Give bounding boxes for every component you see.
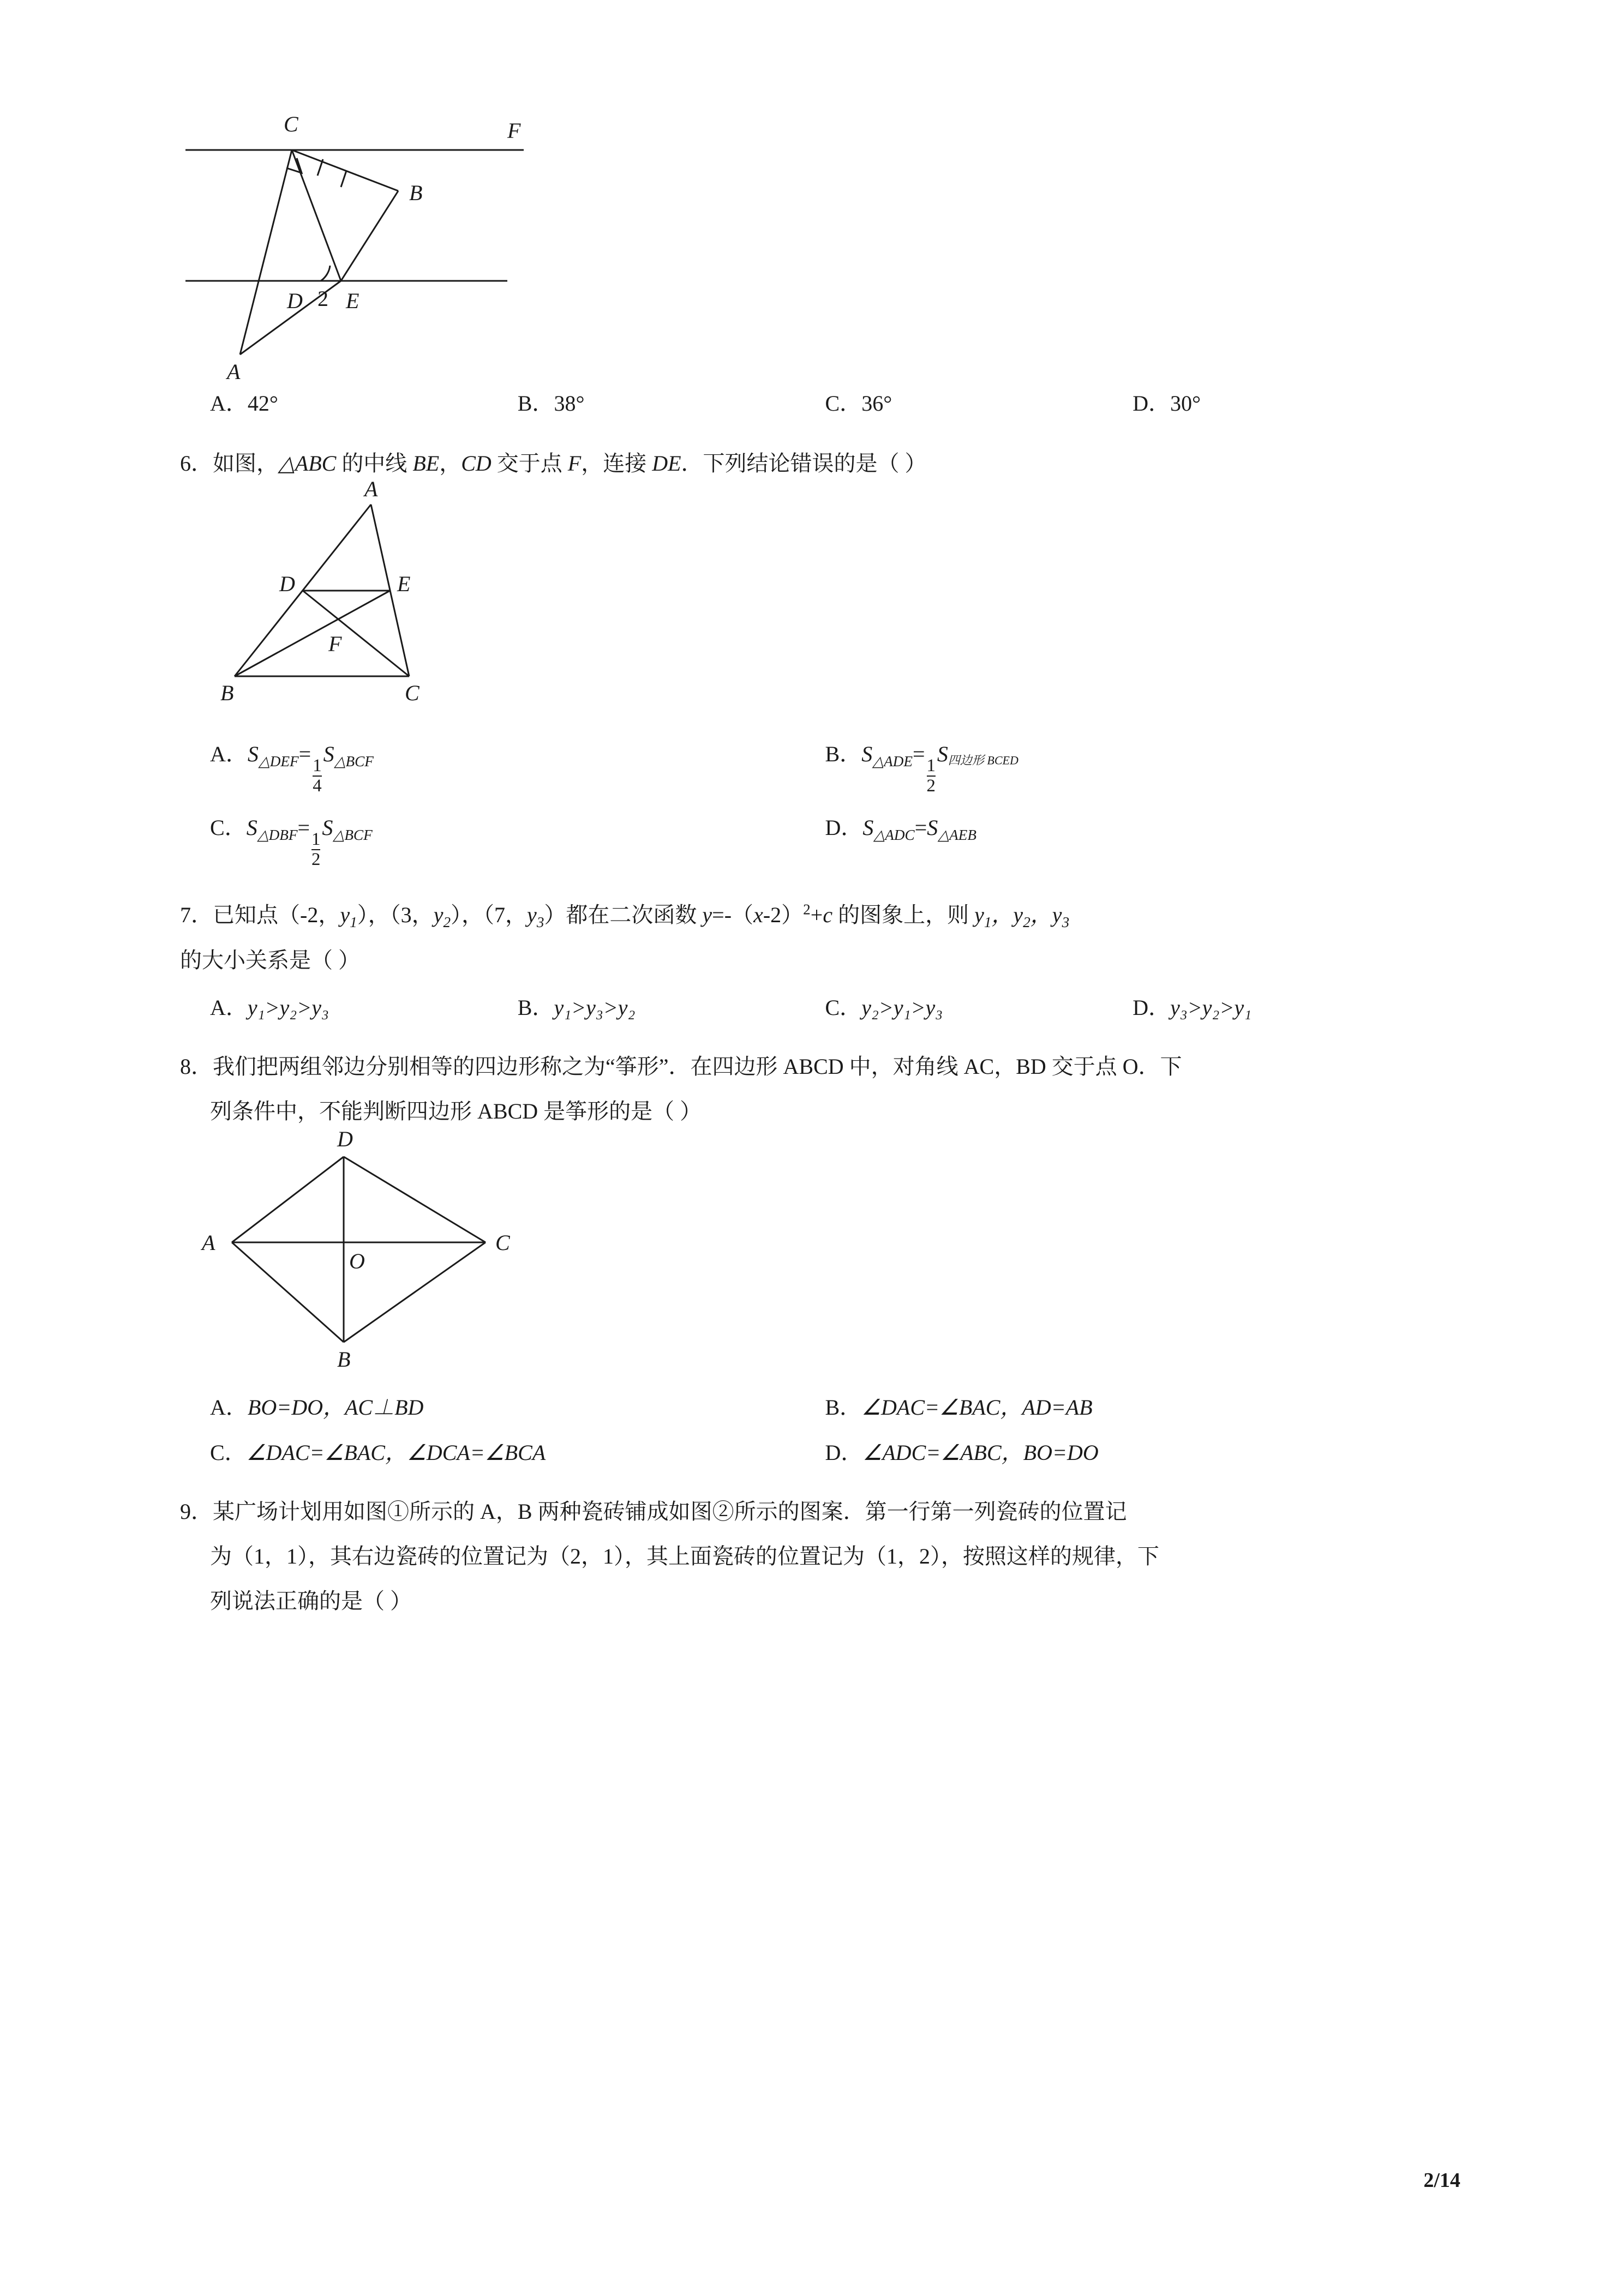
- question-9-text-line2: 为（1，1），其右边瓷砖的位置记为（2，1），其上面瓷砖的位置记为（1，2），按照这样的规律，下: [210, 1544, 1159, 1568]
- figure-5-label-D: D: [287, 288, 303, 313]
- option-8-A: A．BO=DO，AC⊥BD: [210, 1395, 424, 1420]
- figure-6-label-E: E: [397, 572, 411, 596]
- figure-5-label-angle-2: 2: [317, 286, 328, 311]
- question-9-text-line1: 9．某广场计划用如图①所示的 A，B 两种瓷砖铺成如图②所示的图案．第一行第一列瓷砖的位置记: [180, 1499, 1127, 1524]
- question-8-options-row-1: [180, 1390, 1440, 1421]
- question-7-text: 7．已知点（-2，$y_1$），（3，$y_2$），（7，$y_3$）都在二次函数 $y=-(x-2)^2+c$ 的图象上，则 $y_1$，$y_2$，$y_3$: [180, 901, 1070, 930]
- page-number: [1423, 2168, 1460, 2192]
- option-8-D: D．∠ADC=∠ABC，BO=DO: [825, 1440, 1099, 1465]
- option-8-C: C．∠DAC=∠BAC，∠DCA=∠BCA: [210, 1440, 546, 1465]
- option-6-B: B．$S_{\triangle ADE}=$ $\frac{1}{2}$ $S_{四边形 BCED}$: [825, 742, 1018, 796]
- figure-6-label-C: C: [405, 681, 420, 705]
- question-6-number: 6．: [180, 451, 213, 476]
- figure-8-label-D: D: [337, 1127, 353, 1151]
- figure-5-label-E: E: [346, 288, 359, 313]
- option-6-C: C．$S_{\triangle DBF}=$ $\frac{1}{2}$ $S_{\triangle BCF}$: [210, 815, 373, 870]
- figure-6-label-D: D: [279, 572, 295, 596]
- figure-8-label-B: B: [337, 1347, 351, 1372]
- question-6-options-row-1: [180, 737, 1440, 796]
- figure-6-label-A: A: [364, 477, 378, 501]
- figure-8-label-A: A: [202, 1230, 215, 1255]
- question-8-options-row-2: [180, 1435, 1440, 1466]
- figure-6-label-B: B: [220, 681, 234, 705]
- option-5-D: D．30°: [1132, 391, 1201, 416]
- fraction-6-A: $\frac{1}{4}$: [313, 756, 322, 796]
- question-9-text-line3: 列说法正确的是（ ）: [210, 1589, 412, 1613]
- option-5-B: B．38°: [517, 391, 585, 416]
- fraction-6-C: $\frac{1}{2}$: [311, 829, 321, 870]
- option-7-A: A．y₁>y₂>y₃: [210, 995, 329, 1020]
- figure-question-6: [180, 477, 1440, 723]
- page-number-separator: /: [1434, 2169, 1440, 2192]
- option-6-A: A．$S_{\triangle DEF}=$ $\frac{1}{4}$ $S_{\triangle BCF}$: [210, 742, 374, 796]
- question-8-number: 8．: [180, 1054, 213, 1079]
- figure-5-label-C: C: [284, 112, 298, 136]
- figure-5-label-B: B: [409, 181, 423, 205]
- figure-8-label-O: O: [349, 1249, 365, 1273]
- option-8-B: B．∠DAC=∠BAC，AD=AB: [825, 1395, 1093, 1420]
- question-7-text-line2: 的大小关系是（ ）: [180, 948, 360, 972]
- question-6-text: 6．如图，△ABC 的中线 BE，CD 交于点 F，连接 DE．下列结论错误的是（ ）: [180, 451, 927, 476]
- figure-8-label-C: C: [495, 1230, 510, 1255]
- figure-question-8: [180, 1127, 1440, 1376]
- fraction-6-B: $\frac{1}{2}$: [926, 756, 936, 796]
- figure-8-svg: [180, 1136, 562, 1376]
- option-6-D: D．$S_{\triangle ADC}=S_{\triangle AEB}$: [825, 815, 976, 843]
- option-5-C: C．36°: [825, 391, 892, 416]
- question-9-number: 9．: [180, 1499, 213, 1524]
- option-5-A: A．42°: [210, 391, 278, 416]
- option-7-B: B．y₁>y₃>y₂: [517, 995, 636, 1020]
- question-7-options: [180, 990, 1440, 1021]
- question-8-text-line2: 列条件中，不能判断四边形 ABCD 是筝形的是（ ）: [210, 1099, 702, 1123]
- figure-5-svg: [180, 98, 562, 393]
- figure-5-label-A: A: [227, 359, 241, 384]
- question-7-number: 7．: [180, 902, 213, 927]
- question-6-options-row-2: [180, 810, 1440, 870]
- page-number-current: 2: [1423, 2169, 1434, 2192]
- figure-question-5: [180, 98, 1440, 393]
- figure-6-label-F: F: [328, 632, 342, 656]
- page-number-total: 14: [1440, 2169, 1460, 2192]
- option-7-D: D．y₃>y₂>y₁: [1132, 995, 1252, 1020]
- question-8-text-line1: 8．我们把两组邻边分别相等的四边形称之为“筝形”．在四边形 ABCD 中，对角线 AC，BD 交于点 O．下: [180, 1054, 1182, 1079]
- figure-5-label-F: F: [507, 118, 521, 143]
- figure-6-svg: [180, 488, 562, 723]
- option-7-C: C．y₂>y₁>y₃: [825, 995, 943, 1020]
- page-content: [180, 98, 1440, 1626]
